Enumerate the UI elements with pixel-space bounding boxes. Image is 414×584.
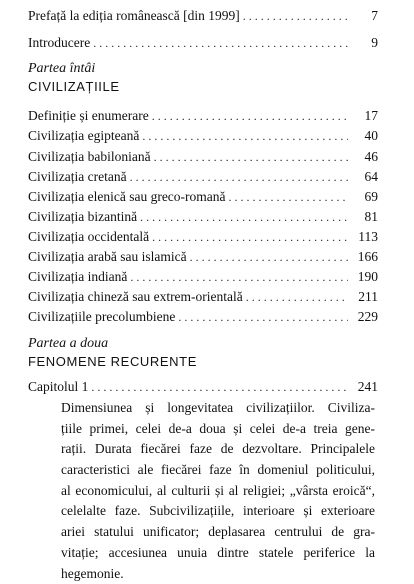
dot-leader [154, 147, 348, 167]
chapter-1-description [61, 398, 375, 584]
toc-entry-title: Introducere [28, 35, 91, 50]
toc-entry-title: Civilizația cretană [28, 169, 127, 184]
toc-entry-introduction [28, 33, 378, 53]
part-two-title: FENOMENE RECURENTE [28, 354, 197, 369]
dot-leader [243, 6, 348, 26]
dot-leader [130, 267, 348, 287]
toc-entry [28, 267, 378, 287]
dot-leader [178, 307, 348, 327]
toc-entry [28, 147, 378, 167]
toc-entry-title: Civilizația indiană [28, 269, 128, 284]
toc-entry [28, 187, 378, 207]
toc-entry-title: Civilizația chineză sau extrem-orientală [28, 289, 243, 304]
toc-entry-title: Civilizațiile precolumbiene [28, 309, 176, 324]
description-line: rații. Durata fiecărei faze de dezvoltare. Principalele [61, 441, 375, 457]
table-of-contents [28, 0, 378, 584]
toc-entry-title: Civilizația elenică sau greco-romană [28, 189, 226, 204]
dot-leader [229, 187, 348, 207]
toc-entry [28, 227, 378, 247]
part-two-label: Partea a doua [28, 336, 109, 351]
toc-entry-title: Civilizația babiloniană [28, 149, 151, 164]
toc-entry-page: 190 [357, 269, 378, 284]
toc-entry [28, 307, 378, 327]
toc-entry [28, 247, 378, 267]
toc-entry-page: 211 [358, 289, 378, 304]
toc-entry-page: 69 [364, 189, 378, 204]
description-line: țiile primei, celei de-a doua și celei de-a treia gene- [61, 420, 375, 436]
description-line: caracteristici ale fiecărei faze în domeniul politicului, [61, 462, 375, 478]
toc-entry-title: Capitolul 1 [28, 379, 89, 394]
toc-entry-page: 17 [364, 108, 378, 123]
toc-entry-title: Civilizația arabă sau islamică [28, 249, 187, 264]
part-one-title: CIVILIZAȚIILE [28, 79, 120, 94]
dot-leader [190, 247, 348, 267]
description-line: al economicului, al culturii și al religiei; „vârsta eroică“, [61, 482, 375, 498]
dot-leader [142, 126, 348, 146]
toc-entry-preface [28, 6, 378, 26]
toc-entry-page: 64 [364, 169, 378, 184]
toc-entry-page: 40 [364, 128, 378, 143]
toc-entry-title: Prefață la ediția românească [din 1999] [28, 8, 240, 23]
toc-entry-page: 7 [371, 8, 378, 23]
toc-entry-page: 46 [364, 149, 378, 164]
description-line: vitație; accesiunea unuia dintre statele periferice la [61, 544, 375, 560]
toc-entry-chapter-1 [28, 377, 378, 397]
toc-entry-title: Civilizația bizantină [28, 209, 138, 224]
part-one-label: Partea întâi [28, 61, 96, 76]
toc-entry [28, 287, 378, 307]
toc-entry [28, 106, 378, 126]
dot-leader [93, 33, 348, 53]
toc-entry-page: 81 [364, 209, 378, 224]
dot-leader [130, 167, 348, 187]
dot-leader [140, 207, 348, 227]
toc-entry-page: 166 [357, 249, 378, 264]
toc-entry [28, 207, 378, 227]
toc-entry-title: Civilizația egipteană [28, 128, 140, 143]
toc-entry [28, 167, 378, 187]
dot-leader [152, 106, 348, 126]
toc-entry [28, 126, 378, 146]
toc-entry-title: Definiție și enumerare [28, 108, 149, 123]
description-line: ariei statului unificator; deplasarea centrului de gra- [61, 524, 375, 540]
description-line: hegemonie. [61, 565, 124, 581]
toc-entry-title: Civilizația occidentală [28, 229, 150, 244]
toc-entry-page: 241 [357, 379, 378, 394]
toc-entry-page: 229 [357, 309, 378, 324]
toc-entry-page: 9 [371, 35, 378, 50]
description-line: celelalte faze. Subcivilizațiile, interioare și exterioare [61, 503, 375, 519]
description-line: Dimensiunea și longevitatea civilizațiilor. Civiliza- [61, 400, 375, 415]
dot-leader [91, 377, 348, 397]
dot-leader [152, 227, 348, 247]
dot-leader [246, 287, 348, 307]
toc-entry-page: 113 [358, 229, 378, 244]
